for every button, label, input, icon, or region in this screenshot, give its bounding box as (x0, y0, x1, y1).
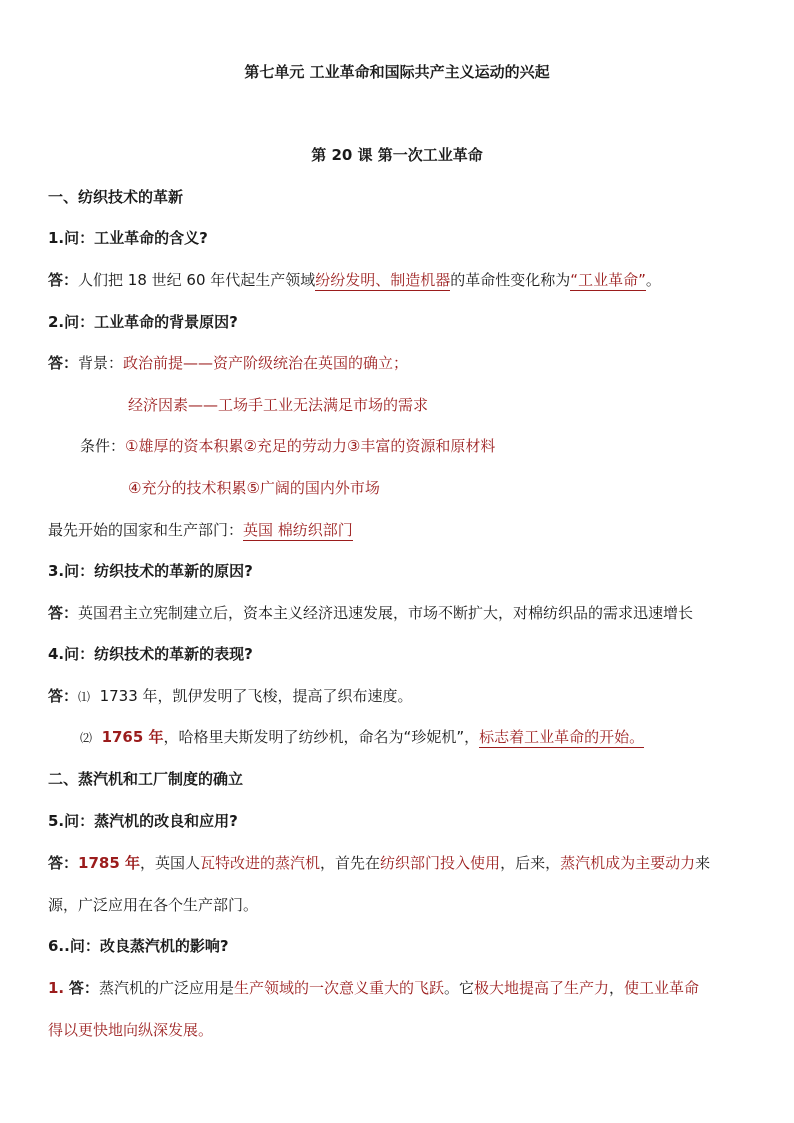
year-highlight: 1765 年 (101, 728, 164, 746)
answer-6-line-1 (48, 978, 699, 998)
answer-2-conditions-1 (80, 436, 495, 456)
first-country-value: 英国 棉纺织部门 (243, 521, 353, 539)
answer-text: 1733 年，凯伊发明了飞梭，提高了织布速度。 (99, 687, 413, 705)
answer-2-background-2: 经济因素——工场手工业无法满足市场的需求 (128, 396, 429, 414)
first-country (48, 520, 353, 540)
answer-label: 答： (68, 979, 99, 997)
section-heading-textile: 一、纺织技术的革新 (48, 188, 184, 206)
question-4: 4.问：纺织技术的革新的表现? (48, 645, 253, 663)
answer-6-line-2: 得以更快地向纵深发展。 (48, 1021, 214, 1039)
question-2: 2.问：工业革命的背景原因? (48, 313, 238, 331)
conditions-item: ①雄厚的资本积累②充足的劳动力③丰富的资源和原材料 (125, 437, 496, 455)
answer-text: ，首先在 (320, 854, 381, 872)
answer-2-background-1 (48, 353, 408, 373)
answer-text: ， (609, 979, 625, 997)
answer-4-item-1 (48, 686, 413, 707)
answer-label: 答： (48, 687, 79, 705)
answer-text: ，后来， (500, 854, 561, 872)
highlight-text: 蒸汽机成为主要动力 (560, 854, 696, 872)
conditions-label: 条件： (80, 437, 126, 455)
question-1: 1.问：工业革命的含义? (48, 229, 208, 247)
highlight-text: “工业革命” (570, 271, 646, 289)
answer-3 (48, 603, 693, 623)
background-label: 背景： (78, 354, 124, 372)
answer-text: 来 (695, 854, 711, 872)
highlight-text: 纷纷发明、制造机器 (315, 271, 451, 289)
question-5: 5.问：蒸汽机的改良和应用? (48, 812, 238, 830)
unit-title: 第七单元 工业革命和国际共产主义运动的兴起 (244, 63, 550, 81)
answer-text: 人们把 18 世纪 60 年代起生产领域 (78, 271, 316, 289)
answer-text: ，哈格里夫斯发明了纺纱机，命名为“珍妮机”， (163, 728, 480, 746)
question-6: 6..问：改良蒸汽机的影响? (48, 937, 229, 955)
answer-label: 答： (48, 271, 79, 289)
answer-text: ，英国人 (140, 854, 201, 872)
highlight-text: 极大地提高了生产力 (473, 979, 609, 997)
item-number: ⑴ (78, 690, 91, 704)
highlight-text: 瓦特改进的蒸汽机 (200, 854, 321, 872)
answer-label: 答： (48, 354, 79, 372)
highlight-text: 标志着工业革命的开始。 (479, 728, 645, 746)
item-number: ⑵ (80, 731, 93, 745)
highlight-text: 使工业革命 (624, 979, 700, 997)
highlight-text: 纺织部门投入使用 (380, 854, 501, 872)
background-item: 政治前提——资产阶级统治在英国的确立； (123, 354, 409, 372)
answer-5-line-2: 源，广泛应用在各个生产部门。 (48, 896, 259, 914)
answer-5-line-1 (48, 853, 710, 873)
lesson-title: 第 20 课 第一次工业革命 (311, 146, 483, 164)
answer-label: 答： (48, 604, 79, 622)
answer-text: 。它 (443, 979, 474, 997)
year-highlight: 1785 年 (78, 854, 140, 872)
item-number: 1. (48, 979, 65, 997)
answer-text: 英国君主立宪制建立后，资本主义经济迅速发展，市场不断扩大，对棉纺织品的需求迅速增长 (78, 604, 694, 622)
question-3: 3.问：纺织技术的革新的原因? (48, 562, 253, 580)
highlight-text: 生产领域的一次意义重大的飞跃 (233, 979, 444, 997)
first-country-label: 最先开始的国家和生产部门： (48, 521, 244, 539)
answer-4-item-2 (80, 727, 644, 748)
answer-text: 蒸汽机的广泛应用是 (98, 979, 234, 997)
answer-label: 答： (48, 854, 79, 872)
answer-2-conditions-2: ④充分的技术积累⑤广阔的国内外市场 (128, 479, 380, 497)
answer-text: 的革命性变化称为 (450, 271, 571, 289)
answer-1 (48, 270, 661, 290)
answer-text: 。 (645, 271, 661, 289)
section-heading-steam: 二、蒸汽机和工厂制度的确立 (48, 770, 244, 788)
